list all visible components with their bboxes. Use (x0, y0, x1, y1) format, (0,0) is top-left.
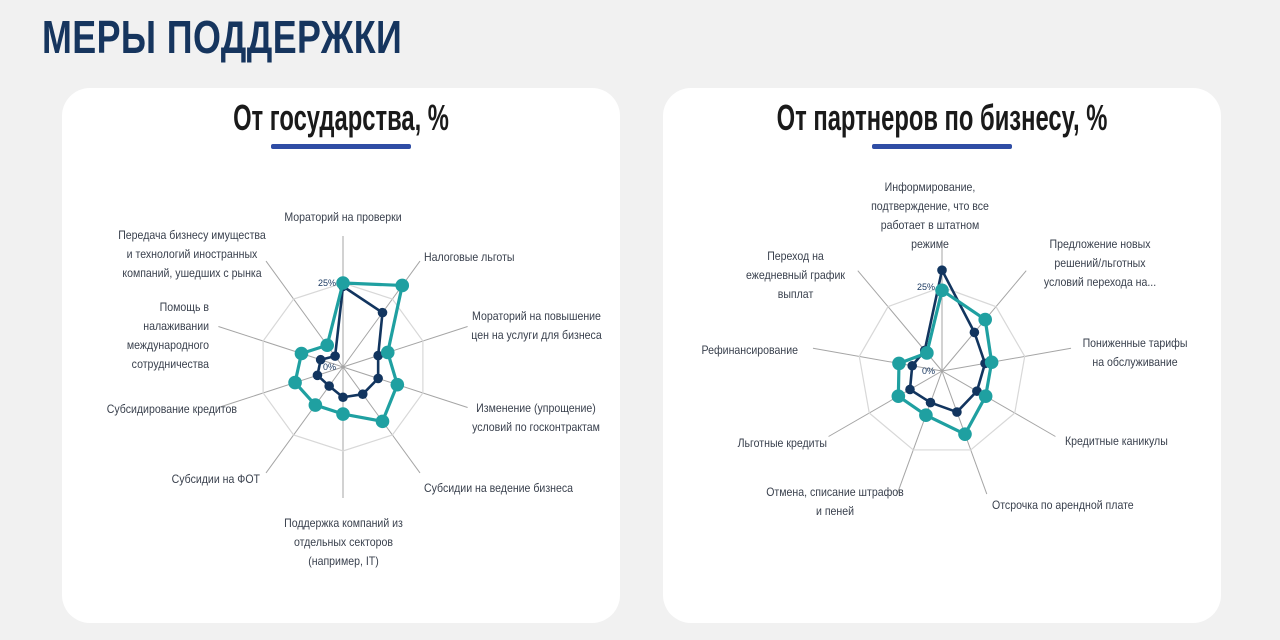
series-teal-point (336, 407, 350, 421)
axis-label: Информирование, подтверждение, что все работает в штатном режиме (871, 180, 989, 251)
series-navy-point (378, 308, 388, 318)
axis-label: Поддержка компаний из отдельных секторов (например, IT) (283, 516, 403, 568)
series-teal-point (288, 376, 302, 390)
series-teal-point (920, 346, 934, 360)
chart-title-partners: От партнеров по бизнесу, % (776, 97, 1108, 138)
series-teal-point (395, 279, 409, 293)
axis-label: Изменение (упрощение) условий по госконтрактам (472, 401, 600, 434)
series-teal-point (376, 415, 390, 429)
axis-label: Субсидии на ведение бизнеса (424, 481, 574, 495)
series-navy-point (970, 328, 980, 338)
axis-label: Пониженные тарифы на обслуживание (1082, 336, 1188, 369)
page-title: МЕРЫ ПОДДЕРЖКИ (42, 11, 403, 63)
series-teal-point (958, 427, 972, 441)
series-teal-point (295, 347, 309, 361)
axis-label: Кредитные каникулы (1065, 434, 1168, 448)
axis-label: Субсидии на ФОТ (171, 472, 260, 486)
axis-label: Мораторий на проверки (284, 210, 402, 224)
series-navy-point (324, 381, 334, 391)
series-navy-point (926, 398, 936, 408)
tick-label: 25% (317, 278, 336, 288)
axis-label: Отсрочка по арендной плате (992, 498, 1134, 512)
series-navy-point (338, 392, 348, 402)
card-partner-support (663, 88, 1221, 623)
axis-label: Передача бизнесу имущества и технологий иностранных компаний, ушедших с рынка (118, 228, 266, 280)
series-teal-point (978, 313, 992, 327)
radar-chart-government (62, 88, 620, 623)
axis-label: Предложение новых решений/льготных условий перехода на... (1043, 237, 1157, 289)
series-navy-point (330, 351, 340, 361)
series-teal-point (919, 408, 933, 422)
series-navy-point (952, 407, 962, 417)
chart-title-government: От государства, % (233, 97, 449, 138)
series-teal-point (985, 355, 999, 369)
axis-label: Рефинансирование (701, 343, 798, 357)
axis-label: Мораторий на повышение цен на услуги для бизнеса (470, 309, 602, 342)
axis-label: Субсидирование кредитов (106, 402, 237, 416)
axis-label: Помощь в налаживании международного сотрудничества (126, 300, 209, 371)
axis-label: Переход на ежедневный график выплат (745, 249, 845, 301)
series-teal-point (979, 389, 993, 403)
series-teal-point (935, 284, 949, 298)
tick-label: 0% (322, 362, 336, 372)
series-teal-point (892, 357, 906, 371)
series-teal-point (320, 338, 334, 352)
series-navy-point (373, 374, 383, 384)
axis-label: Льготные кредиты (737, 436, 827, 450)
series-teal-point (336, 276, 350, 290)
series-navy-point (313, 371, 323, 381)
series-navy-point (937, 265, 947, 275)
series-teal-point (892, 389, 906, 403)
series-navy-point (358, 389, 368, 399)
series-navy-point (905, 385, 915, 395)
series-teal-point (381, 346, 395, 360)
axis-label: Отмена, списание штрафов и пеней (766, 485, 904, 518)
radar-chart-partners (663, 88, 1221, 623)
tick-label: 0% (921, 366, 935, 376)
axis-label: Налоговые льготы (424, 250, 515, 264)
series-navy-point (907, 361, 917, 371)
tick-label: 25% (916, 282, 935, 292)
card-government-support (62, 88, 620, 623)
series-teal-point (391, 378, 405, 392)
series-teal-point (309, 398, 323, 412)
